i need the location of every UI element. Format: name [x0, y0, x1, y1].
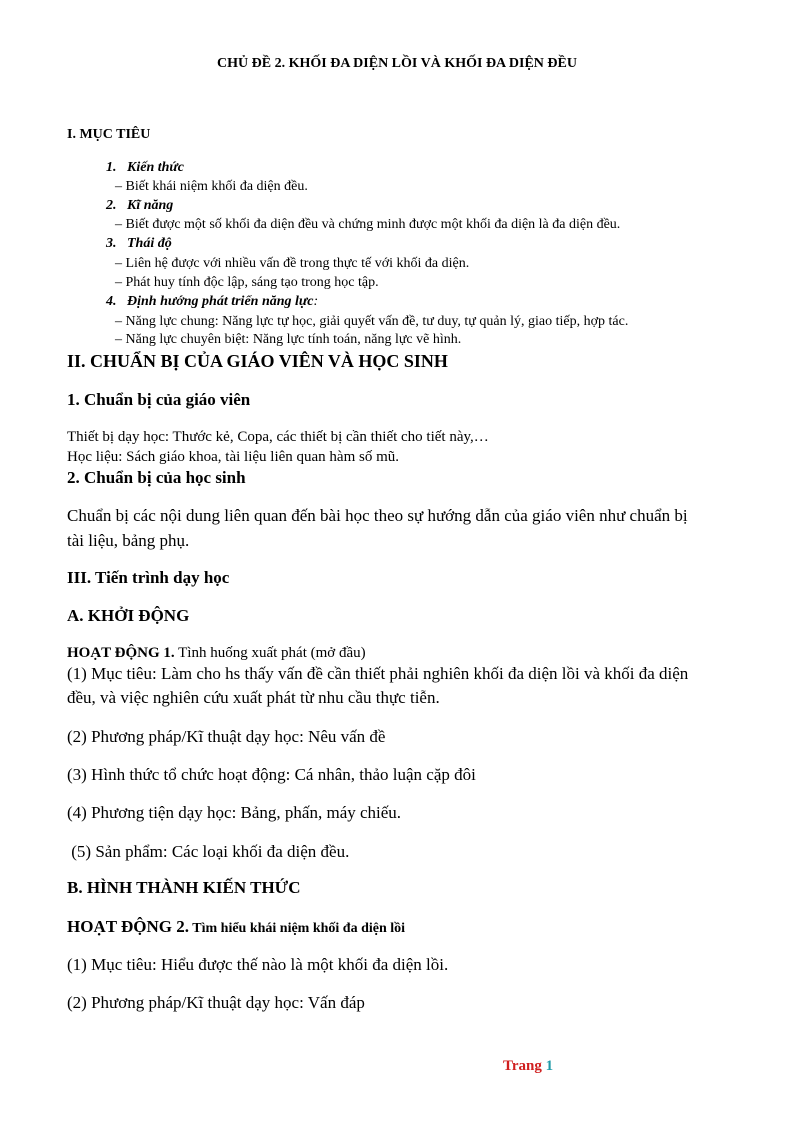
objective-line: – Liên hệ được với nhiều vấn đề trong thực tế với khối đa diện. [115, 256, 470, 271]
teacher-prep-line: Học liệu: Sách giáo khoa, tài liệu liên quan hàm số mũ. [67, 449, 400, 465]
page-label: Trang [503, 1058, 542, 1074]
part-b-heading: B. HÌNH THÀNH KIẾN THỨC [67, 878, 301, 897]
objective-line: – Phát huy tính độc lập, sáng tạo trong học tập. [115, 275, 379, 290]
activity-2-title: Tìm hiểu khái niệm khối đa diện lồi [189, 921, 406, 936]
objective-number: 4. [106, 294, 117, 309]
objective-competence [106, 294, 318, 310]
activity-2-heading [67, 917, 405, 937]
activity-1-line: đều, và việc nghiên cứu xuất phát từ nhu cầu thực tiễn. [67, 688, 440, 707]
objective-suffix: : [313, 294, 319, 309]
objective-label: Định hướng phát triển năng lực [127, 294, 314, 309]
activity-1-line: (5) Sản phẩm: Các loại khối đa diện đều. [67, 842, 350, 861]
activity-2-line: (2) Phương pháp/Kĩ thuật dạy học: Vấn đáp [67, 993, 365, 1012]
section-chuan-bi-heading: II. CHUẨN BỊ CỦA GIÁO VIÊN VÀ HỌC SINH [67, 351, 448, 371]
objective-label: Kiến thức [127, 160, 185, 175]
student-prep-heading: 2. Chuẩn bị của học sinh [67, 468, 246, 487]
section-tien-trinh-heading: III. Tiến trình dạy học [67, 568, 230, 587]
page-number: 1 [545, 1058, 554, 1074]
objective-line: – Biết khái niệm khối đa diện đều. [115, 179, 308, 194]
objective-skills [106, 198, 173, 214]
objective-label: Kĩ năng [127, 198, 174, 213]
student-prep-line: tài liệu, bảng phụ. [67, 531, 190, 550]
objective-line: – Năng lực chuyên biệt: Năng lực tính toán, năng lực vẽ hình. [115, 332, 462, 347]
objective-number: 3. [106, 236, 117, 251]
teacher-prep-line: Thiết bị dạy học: Thước kẻ, Copa, các thiết bị cần thiết cho tiết này,… [67, 429, 489, 445]
objective-line: – Biết được một số khối đa diện đều và chứng minh được một khối đa diện là đa diện đều. [115, 217, 621, 232]
objective-knowledge [106, 160, 184, 176]
student-prep-line: Chuẩn bị các nội dung liên quan đến bài học theo sự hướng dẫn của giáo viên như chuẩn bị [67, 506, 688, 525]
objective-number: 1. [106, 160, 117, 175]
page-footer [503, 1058, 553, 1075]
activity-1-line: (2) Phương pháp/Kĩ thuật dạy học: Nêu vấn đề [67, 727, 386, 746]
objective-number: 2. [106, 198, 117, 213]
activity-1-label: HOẠT ĐỘNG 1. [67, 645, 175, 661]
objective-attitude [106, 236, 172, 252]
activity-2-line: (1) Mục tiêu: Hiểu được thế nào là một khối đa diện lồi. [67, 955, 449, 974]
activity-1-title: Tình huống xuất phát (mở đầu) [174, 645, 366, 661]
activity-1-line: (4) Phương tiện dạy học: Bảng, phấn, máy chiếu. [67, 803, 402, 822]
activity-1-heading [67, 645, 366, 662]
objective-label: Thái độ [127, 236, 172, 251]
activity-1-line: (1) Mục tiêu: Làm cho hs thấy vấn đề cần thiết phải nghiên khối đa diện lồi và khối đa diện [67, 664, 689, 683]
activity-2-label: HOẠT ĐỘNG 2. [67, 917, 190, 936]
section-muc-tieu-heading: I. MỤC TIÊU [67, 127, 151, 142]
activity-1-line: (3) Hình thức tổ chức hoạt động: Cá nhân, thảo luận cặp đôi [67, 765, 476, 784]
document-title: CHỦ ĐỀ 2. KHỐI ĐA DIỆN LỒI VÀ KHỐI ĐA DIỆN ĐỀU [217, 56, 577, 71]
part-a-heading: A. KHỞI ĐỘNG [67, 606, 190, 625]
objective-line: – Năng lực chung: Năng lực tự học, giải quyết vấn đề, tư duy, tự quản lý, giao tiếp, hợp tác. [115, 314, 629, 329]
teacher-prep-heading: 1. Chuẩn bị của giáo viên [67, 390, 251, 409]
